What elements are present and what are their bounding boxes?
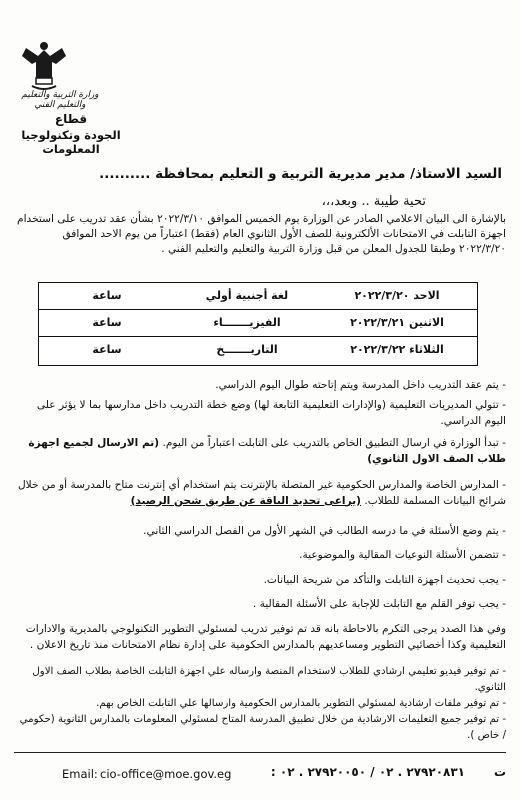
- addressee-line: [22, 166, 502, 182]
- email-link[interactable]: cio-office@moe.gov.eg: [100, 767, 232, 781]
- table-row: [39, 310, 477, 337]
- list-item: [14, 573, 506, 589]
- schedule-subject: لغة أجنبية أولي: [205, 289, 289, 302]
- schedule-date: الاحد ٢٠٢٢/٣/٢٠: [354, 289, 440, 302]
- list-item: [14, 398, 506, 429]
- bullet-text: - يتم عقد التدريب داخل المدرسة ويتم إتاحته طوال اليوم الدراسي.: [215, 379, 506, 391]
- bullet-bold-note: (يراعى تجديد الباقة عن طريق شحن الرصيد): [130, 494, 361, 507]
- bullet-text: - يتم وضع الأسئلة في ما درسه الطالب في الشهر الأول من الفصل الدراسي الثاني.: [143, 525, 506, 537]
- schedule-table: [38, 282, 478, 366]
- footer-divider: [14, 752, 506, 753]
- schedule-date: الاثنين ٢٠٢٢/٣/٢١: [350, 316, 444, 329]
- list-item: [14, 524, 506, 540]
- intro-paragraph: بالإشارة الى البيان الاعلامي الصادر عن الوزارة يوم الخميس الموافق ٢٠٢٢/٣/١٠ بشأن عقد تدريب على استخدام اجهزة التابلت في الامتحانات الألكترونية للصف الأول الثانوي العام (فقط) اعتباراً من يوم الاحد الموافق ٢٠٢٢/٣/٢٠ وطبقا للجدول المعلن من قبل وزارة التربية والتعليم والتعليم الفني .: [17, 213, 506, 255]
- list-item: - تم توفير فيديو تعليمي ارشادي للطلاب لاستخدام المنصة وارساله علي اجهزة التابلت الخاصة بطلاب الصف الاول الثانوي.: [32, 666, 506, 693]
- list-item: [14, 548, 506, 564]
- eagle-emblem-icon: [18, 38, 70, 94]
- sector-word: قطاع: [54, 112, 88, 126]
- ministry-calligraphy: وزارة التربية والتعليم والتعليم الفني: [21, 90, 99, 110]
- bullet-text: - يجب تحديث اجهزة التابلت والتأكد من شريحة البيانات.: [263, 574, 506, 586]
- list-item: [14, 597, 506, 613]
- schedule-duration: ساعة: [92, 289, 122, 302]
- bullet-text: - المدارس الخاصة والمدارس الحكومية غير المتصلة بالإنترنت يتم استخدام أي إنترنت متاح بالمدرسة أو من خلال شرائح البيانات المسلمة للطلاب.: [17, 479, 506, 507]
- email-label: Email:: [62, 767, 98, 781]
- schedule-duration: ساعة: [92, 316, 122, 329]
- list-item: [14, 378, 506, 394]
- list-item: - تم توفير جميع التعليمات الارشادية من خلال تطبيق المدرسة المتاح لمسئولي المعلومات بالمدارس الثانوية (حكومي / خاص ).: [19, 714, 506, 741]
- addressee-text: السيد الاستاذ/ مدير مديرية التربية و التعليم بمحافظة: [155, 166, 502, 182]
- greeting: تحية طيبة .. وبعد،،،: [321, 194, 426, 209]
- schedule-subject: التاريـــــــخ: [216, 343, 278, 356]
- bullet-text: - تبدأ الوزارة في ارسال التطبيق الخاص بالتدريب على التابلت اعتباراً من اليوم.: [162, 437, 506, 449]
- schedule-subject: الفيزيـــــــاء: [213, 316, 281, 329]
- sector-name: الجودة وتكنولوجيا المعلومات: [21, 128, 121, 156]
- addressee-dots: ..........: [99, 166, 151, 182]
- table-row: [39, 283, 477, 310]
- closing-paragraph: وفي هذا الصدد يرجى التكرم بالاحاطة بانه قد تم توفير تدريب لمسئولي التطوير التكنولوجي بالمديرية والادارات التعليمية وكذا أخصائيي التطوير ومساعديهم بالمدارس الحكومية على إدارة نظام الامتحانات منذ تاريخ الاعلان .: [25, 623, 506, 651]
- list-item: [14, 478, 506, 509]
- bullet-bold-note: (تم الارسال لجميع اجهزة طلاب الصف الاول الثانوي): [28, 437, 506, 465]
- list-item: [14, 436, 506, 467]
- schedule-date: الثلاثاء ٢٠٢٢/٣/٢٢: [350, 343, 444, 356]
- schedule-duration: ساعة: [92, 343, 122, 356]
- bullet-text: - تتولي المديريات التعليمية (والإدارات التعليمية التابعة لها) وضع خطة التدريب داخل مدارسها بما لا يؤثر على اليوم الدراسي.: [36, 399, 506, 427]
- table-row: [39, 337, 477, 365]
- bullet-text: - يجب توفر القلم مع التابلت للإجابة على الأسئلة المقالية .: [252, 598, 506, 610]
- list-item: - تم توفير ملفات ارشادية لمسئولي التطوير بالمدارس الحكومية وارسالها علي التابلت الخاص بهم.: [96, 698, 506, 709]
- telephone-numbers: : ٢٧٩٢٠٨٣١ . ٠٢ / ٢٧٩٢٠٠٥٠ . ٠٢: [270, 765, 465, 779]
- telephone-label: ت: [493, 765, 506, 779]
- bullet-text: - تتضمن الأسئلة النوعيات المقالية والموضوعية.: [299, 549, 506, 561]
